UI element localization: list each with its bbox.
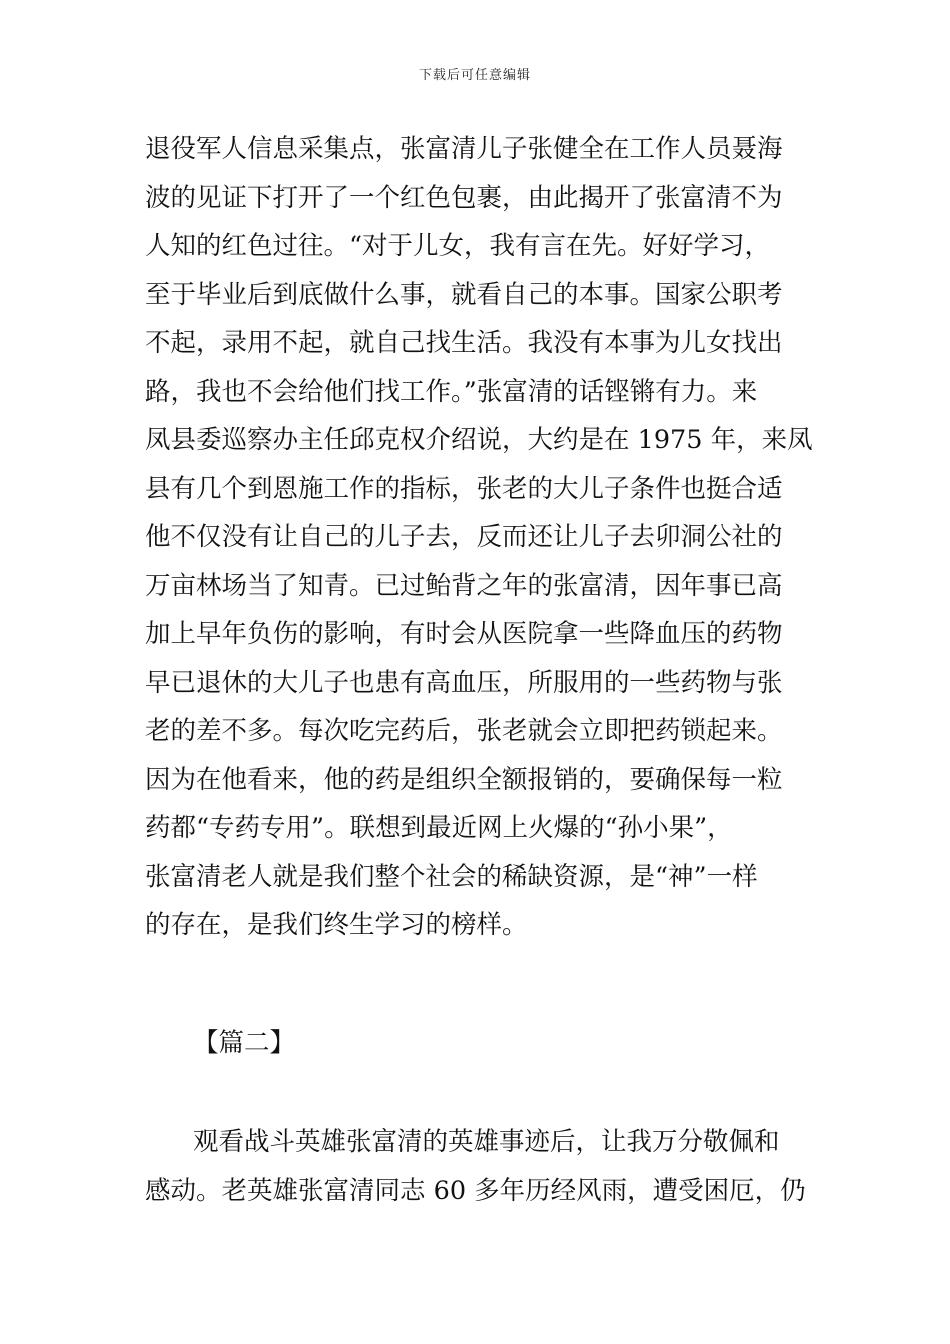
section-heading: 【篇二】: [193, 1028, 296, 1058]
text-line: 不起，录用不起，就自己找生活。我没有本事为儿女找出: [145, 328, 783, 358]
text-line: 因为在他看来，他的药是组织全额报销的，要确保每一粒: [145, 764, 783, 795]
text-line: 万亩林场当了知青。已过鲐背之年的张富清，因年事已高: [145, 570, 783, 601]
text-line: 药都“专药专用”。联想到最近网上火爆的“孙小果”，: [145, 813, 733, 843]
text-line: 至于毕业后到底做什么事，就看自己的本事。国家公职考: [145, 279, 783, 310]
text-line: 县有几个到恩施工作的指标，张老的大儿子条件也挺合适: [145, 473, 783, 504]
text-line: 他不仅没有让自己的儿子去，反而还让儿子去卯洞公社的: [145, 522, 783, 552]
text-line: 加上早年负伤的影响，有时会从医院拿一些降血压的药物: [145, 619, 783, 649]
text-line: 凤县委巡察办主任邱克权介绍说，大约是在 1975 年，来凤: [145, 425, 813, 455]
text-line: 的存在，是我们终生学习的榜样。: [145, 910, 528, 940]
text-line: 人知的红色过往。“对于儿女，我有言在先。好好学习，: [145, 231, 771, 261]
paragraph-1: [145, 125, 813, 950]
paragraph-2: [145, 1118, 810, 1215]
text-line: 早已退休的大儿子也患有高血压，所服用的一些药物与张: [145, 667, 783, 698]
text-line: 观看战斗英雄张富清的英雄事迹后，让我万分敬佩和: [193, 1127, 780, 1157]
text-line: 路，我也不会给他们找工作。”张富清的话铿锵有力。来: [145, 376, 758, 407]
page-header-note: 下载后可任意编辑: [418, 68, 531, 83]
text-line: 感动。老英雄张富清同志 60 多年历经风雨，遭受困厄，仍: [145, 1175, 806, 1206]
text-line: 退役军人信息采集点，张富清儿子张健全在工作人员聂海: [145, 134, 783, 164]
text-line: 波的见证下打开了一个红色包裹，由此揭开了张富清不为: [145, 182, 783, 213]
text-line: 张富清老人就是我们整个社会的稀缺资源，是“神”一样: [145, 861, 758, 892]
text-line: 老的差不多。每次吃完药后，张老就会立即把药锁起来。: [145, 716, 783, 746]
